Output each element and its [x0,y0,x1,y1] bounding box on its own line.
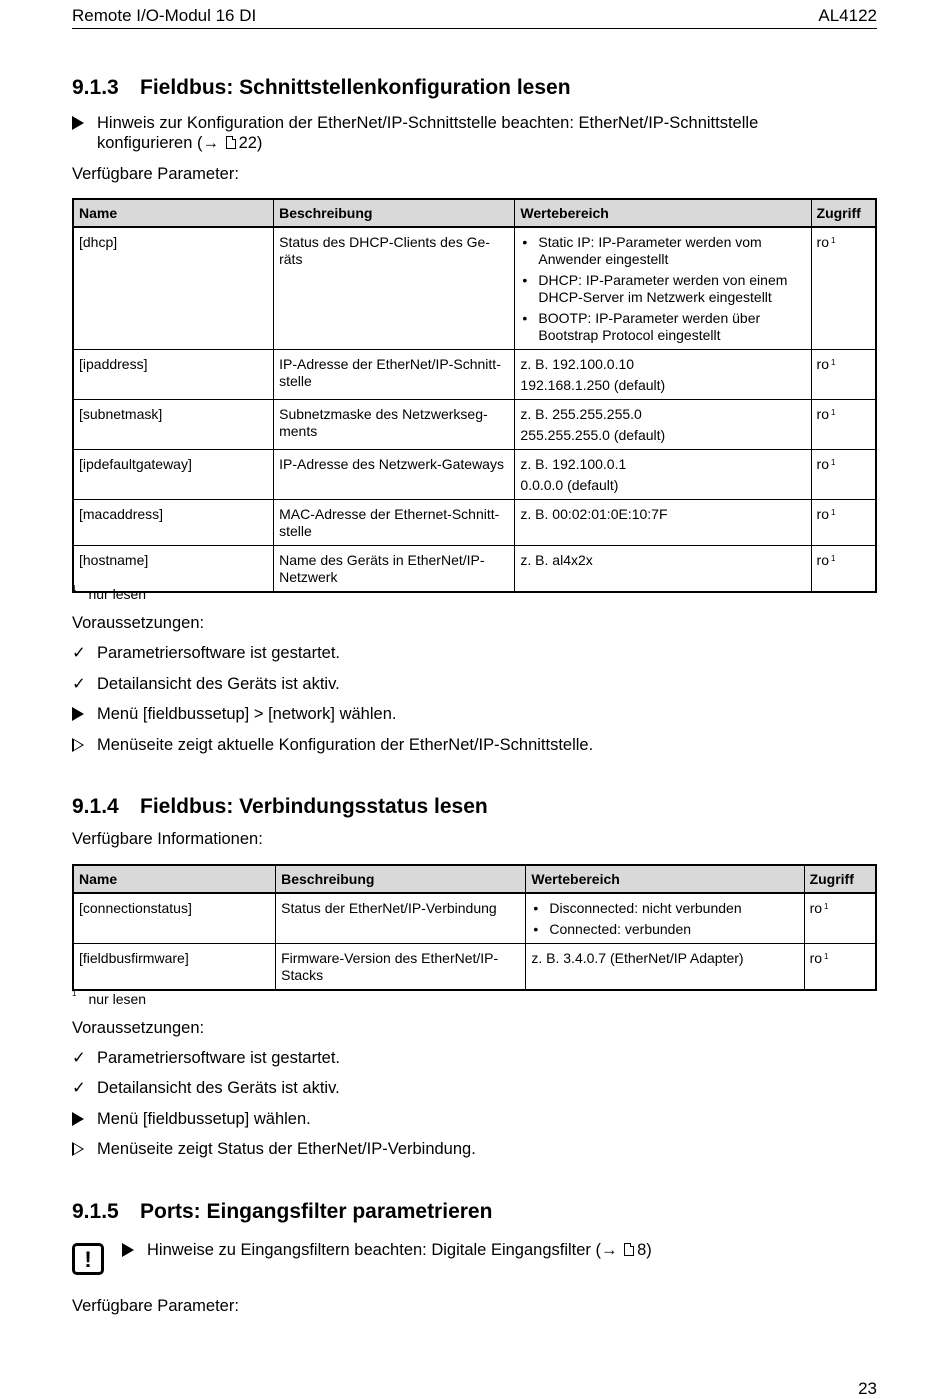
param-access: ro $^1$ [811,227,876,350]
param-name: [macaddress] [73,500,274,546]
table-row [73,546,876,593]
table-footnote: $^1$ nur lesen [72,584,147,602]
check-item: ✓ Detailansicht des Geräts ist aktiv. [72,1079,340,1097]
table-row [73,350,876,400]
param-access: ro $^1$ [811,546,876,593]
check-item: ✓ Parametriersoftware ist gestartet. [72,644,341,662]
checkmark-icon: ✓ [72,675,86,693]
param-description: MAC-Adresse der Ethernet-Schnitt- stelle [274,500,515,546]
list-item: • DHCP: IP-Parameter werden von einem DHCP-Server im Netzwerk eingestellt [520,272,805,306]
prerequisites-label: Voraussetzungen: [72,1019,205,1037]
param-range [515,227,811,350]
document-page-icon [624,1243,634,1256]
document-title: Remote I/O-Modul 16 DI [72,6,257,25]
hint-text-line2: konfigurieren ( [97,134,203,152]
column-header-access: Zugriff [811,199,876,227]
section-heading-914 [72,795,488,819]
section-number: 9.1.3 [72,76,119,99]
table-row [73,400,876,450]
action-step: Menü [fieldbussetup] > [network] wählen. [72,704,832,724]
table-header-row [73,865,876,893]
table-footnote: $^1$ nur lesen [72,989,147,1007]
column-header-name: Name [73,199,274,227]
column-header-description: Beschreibung [274,199,515,227]
result-triangle-icon [72,1142,84,1156]
param-description: Status der EtherNet/IP-Verbindung [276,893,526,944]
hint-text-line1: Hinweis zur Konfiguration der EtherNet/IP-Schnittstelle beachten: EtherNet/IP-Schnittstelle [97,114,759,132]
param-name: [fieldbusfirmware] [73,944,276,991]
section-number: 9.1.5 [72,1200,119,1223]
param-name: [subnetmask] [73,400,274,450]
check-item: ✓ Parametriersoftware ist gestartet. [72,1049,341,1067]
prerequisites-label: Voraussetzungen: [72,614,205,632]
param-range: z. B. 00:02:01:0E:10:7F [515,500,811,546]
info-label: Verfügbare Informationen: [72,830,263,848]
params-label: Verfügbare Parameter: [72,165,239,183]
arrow-icon: → [601,1241,618,1259]
param-access: ro $^1$ [811,400,876,450]
action-step: Menü [fieldbussetup] wählen. [72,1109,832,1129]
table-row [73,450,876,500]
param-name: [connectionstatus] [73,893,276,944]
action-triangle-icon [72,1112,84,1126]
param-name: [ipaddress] [73,350,274,400]
column-header-description: Beschreibung [276,865,526,893]
param-description: IP-Adresse des Netzwerk-Gateways [274,450,515,500]
param-range: z. B. 3.4.0.7 (EtherNet/IP Adapter) [526,944,804,991]
param-access: ro $^1$ [811,350,876,400]
product-code: AL4122 [818,6,877,25]
checkmark-icon: ✓ [72,644,86,662]
column-header-range: Wertebereich [515,199,811,227]
document-page-icon [226,136,236,149]
hint-page-ref[interactable]: 22) [238,134,263,152]
hint-text: Hinweise zu Eingangsfiltern beachten: Digitale Eingangsfilter ( [147,1241,601,1259]
result-step: Menüseite zeigt Status der EtherNet/IP-Verbindung. [72,1139,832,1159]
list-item: • Static IP: IP-Parameter werden vom Anwender eingestellt [520,234,805,268]
table-header-row [73,199,876,227]
parameter-table-network [72,198,877,593]
section-title: Fieldbus: Schnittstellenkonfiguration lesen [140,76,571,99]
table-row [73,500,876,546]
list-item: • BOOTP: IP-Parameter werden über Bootstrap Protocol eingestellt [520,310,805,344]
param-name: [hostname] [73,546,274,593]
section-heading-915 [72,1200,492,1224]
section-title: Ports: Eingangsfilter parametrieren [140,1200,493,1223]
column-header-range: Wertebereich [526,865,804,893]
list-item: • Connected: verbunden [531,921,798,938]
params-label: Verfügbare Parameter: [72,1297,239,1315]
information-table-connection [72,864,877,991]
action-triangle-icon [72,116,84,130]
check-item: ✓ Detailansicht des Geräts ist aktiv. [72,675,340,693]
result-step: Menüseite zeigt aktuelle Konfiguration der EtherNet/IP-Schnittstelle. [72,735,832,755]
table-row [73,944,876,991]
param-range: z. B. 255.255.255.0 255.255.255.0 (default) [515,400,811,450]
action-triangle-icon [72,707,84,721]
param-description: Firmware-Version des EtherNet/IP- Stacks [276,944,526,991]
param-description: Name des Geräts in EtherNet/IP- Netzwerk [274,546,515,593]
param-description: Status des DHCP-Clients des Ge- räts [274,227,515,350]
section-heading-913 [72,76,571,100]
table-row [73,227,876,350]
param-description: Subnetzmaske des Netzwerkseg- ments [274,400,515,450]
section-title: Fieldbus: Verbindungsstatus lesen [140,795,488,818]
page-header [72,4,877,29]
hint-step [122,1240,842,1260]
param-range: z. B. 192.100.0.1 0.0.0.0 (default) [515,450,811,500]
param-range: z. B. 192.100.0.10 192.168.1.250 (default) [515,350,811,400]
result-triangle-icon [72,738,84,752]
hint-page-ref[interactable]: 8) [637,1241,652,1259]
param-description: IP-Adresse der EtherNet/IP-Schnitt- stelle [274,350,515,400]
table-row [73,893,876,944]
list-item: • Disconnected: nicht verbunden [531,900,798,917]
param-range [526,893,804,944]
important-note-icon: ! [72,1243,104,1275]
param-access: ro $^1$ [804,893,876,944]
param-range: z. B. al4x2x [515,546,811,593]
action-triangle-icon [122,1243,134,1257]
param-access: ro $^1$ [804,944,876,991]
hint-step [72,113,832,153]
column-header-name: Name [73,865,276,893]
param-access: ro $^1$ [811,500,876,546]
param-name: [dhcp] [73,227,274,350]
arrow-icon: → [202,134,219,152]
param-name: [ipdefaultgateway] [73,450,274,500]
section-number: 9.1.4 [72,795,119,818]
column-header-access: Zugriff [804,865,876,893]
param-access: ro $^1$ [811,450,876,500]
checkmark-icon: ✓ [72,1079,86,1097]
checkmark-icon: ✓ [72,1049,86,1067]
page-number: 23 [858,1379,877,1398]
